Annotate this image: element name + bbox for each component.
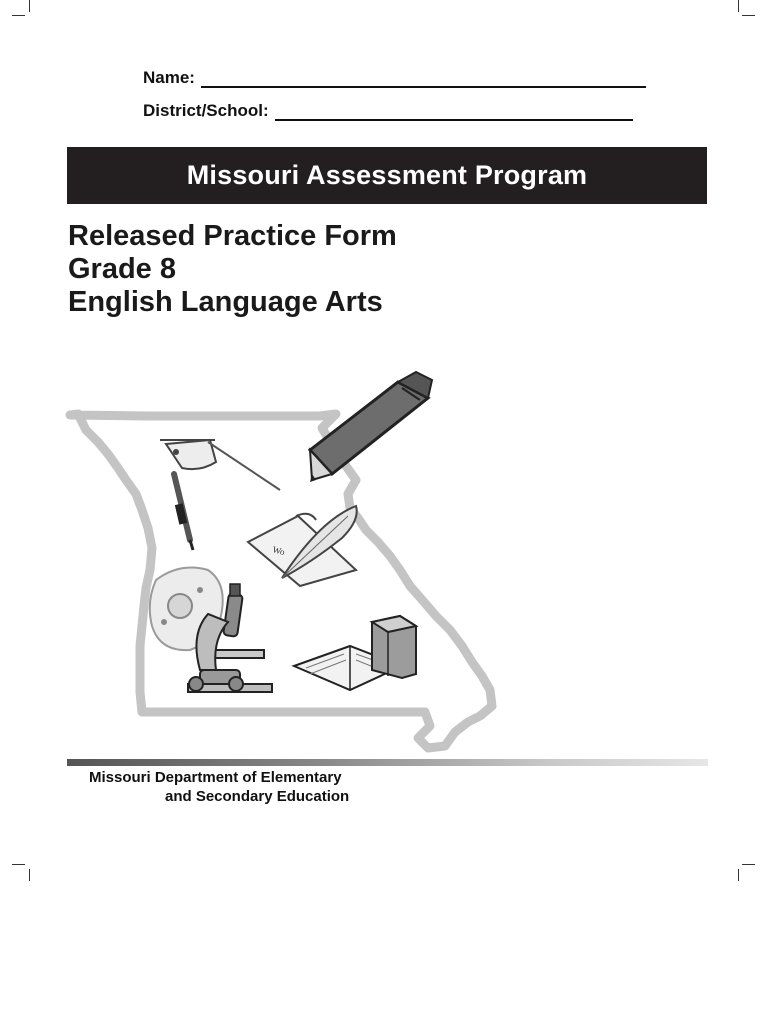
form-title: Released Practice Form xyxy=(68,220,397,252)
crop-mark xyxy=(738,869,739,881)
scroll-text: Wo xyxy=(271,544,286,558)
crop-mark xyxy=(12,864,25,865)
crop-mark xyxy=(742,864,755,865)
name-label: Name: xyxy=(143,68,195,87)
department-line-2: and Secondary Education xyxy=(165,788,350,805)
crop-mark xyxy=(738,0,739,12)
name-line[interactable] xyxy=(201,72,646,88)
department-line-1: Missouri Department of Elementary xyxy=(89,769,342,786)
missouri-map-outline xyxy=(70,414,492,748)
crop-mark xyxy=(12,15,25,16)
district-school-label: District/School: xyxy=(143,101,269,120)
crop-mark xyxy=(29,869,30,881)
crop-mark xyxy=(29,0,30,12)
cover-illustration xyxy=(60,370,510,755)
district-school-field[interactable] xyxy=(143,101,633,121)
crop-mark xyxy=(742,15,755,16)
program-title: Missouri Assessment Program xyxy=(186,160,588,190)
closed-book-icon xyxy=(372,616,416,678)
grade-title: Grade 8 xyxy=(68,253,176,285)
district-school-line[interactable] xyxy=(275,105,633,121)
name-field[interactable] xyxy=(143,68,646,88)
program-banner xyxy=(67,147,707,204)
subject-title: English Language Arts xyxy=(68,286,383,318)
footer-gradient-rule xyxy=(67,759,708,766)
fountain-pen-icon xyxy=(174,474,193,550)
form-titles xyxy=(68,220,397,319)
